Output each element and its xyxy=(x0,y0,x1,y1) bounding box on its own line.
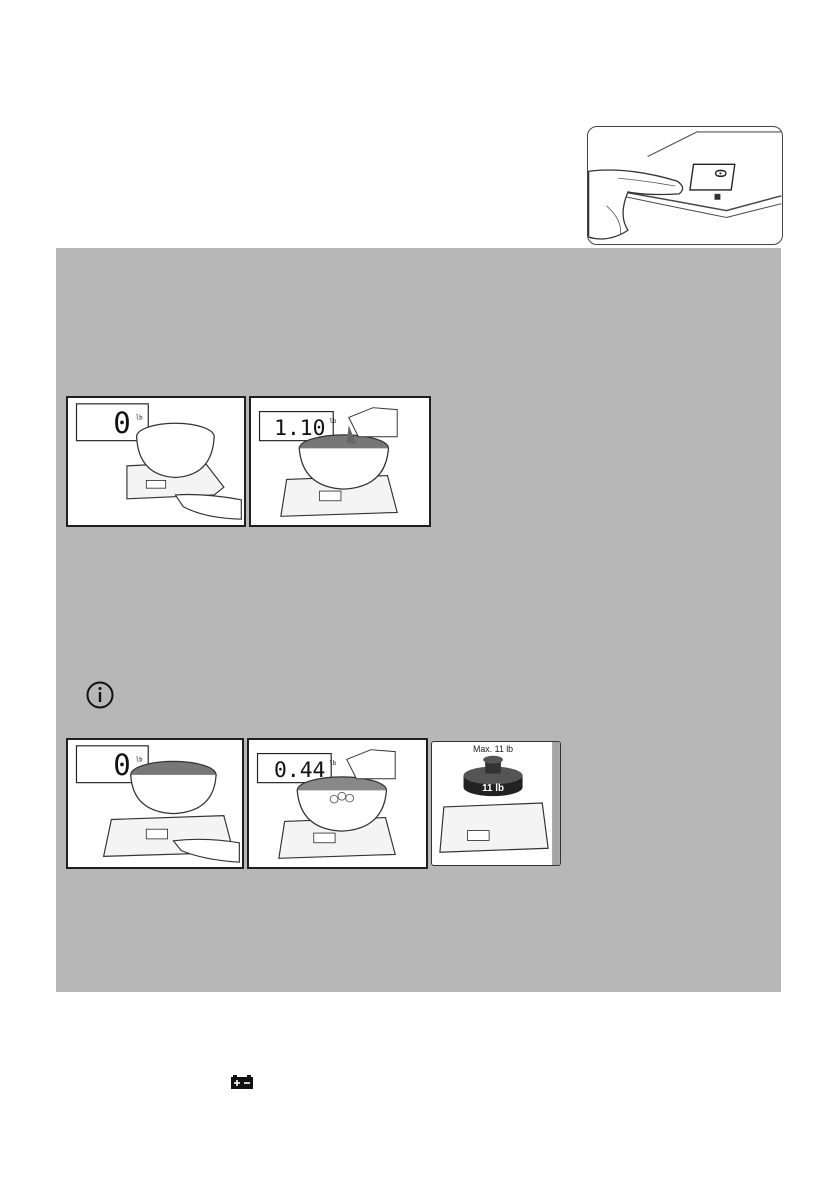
lcd-unit-3: lb xyxy=(135,757,143,764)
lcd-unit-2: lb xyxy=(329,419,337,426)
lcd-value-3: 0 xyxy=(113,747,131,782)
scale-bowl-zero-illustration xyxy=(66,396,246,527)
info-icon xyxy=(85,680,115,710)
scale-bowl-add-ingredient-illustration xyxy=(247,738,428,869)
lcd-value-4: 0.44 xyxy=(274,757,326,783)
battery-icon xyxy=(229,1074,255,1090)
lcd-unit-4: lb xyxy=(329,761,337,768)
lcd-value-1: 0 xyxy=(113,405,131,440)
scale-bowl-pouring-illustration xyxy=(249,396,431,527)
top-lcd-value: 0 xyxy=(711,168,731,179)
scale-bowl-tare-zero-illustration xyxy=(66,738,244,869)
tare-button-illustration xyxy=(587,126,783,245)
lcd-unit-1: lb xyxy=(135,415,143,422)
instruction-panel xyxy=(56,248,781,992)
max-load-caption: Max. 11 lb xyxy=(472,743,514,754)
max-load-weight-label: 11 lb xyxy=(482,783,504,795)
lcd-value-2: 1.10 xyxy=(274,415,326,441)
max-load-illustration xyxy=(431,741,561,866)
